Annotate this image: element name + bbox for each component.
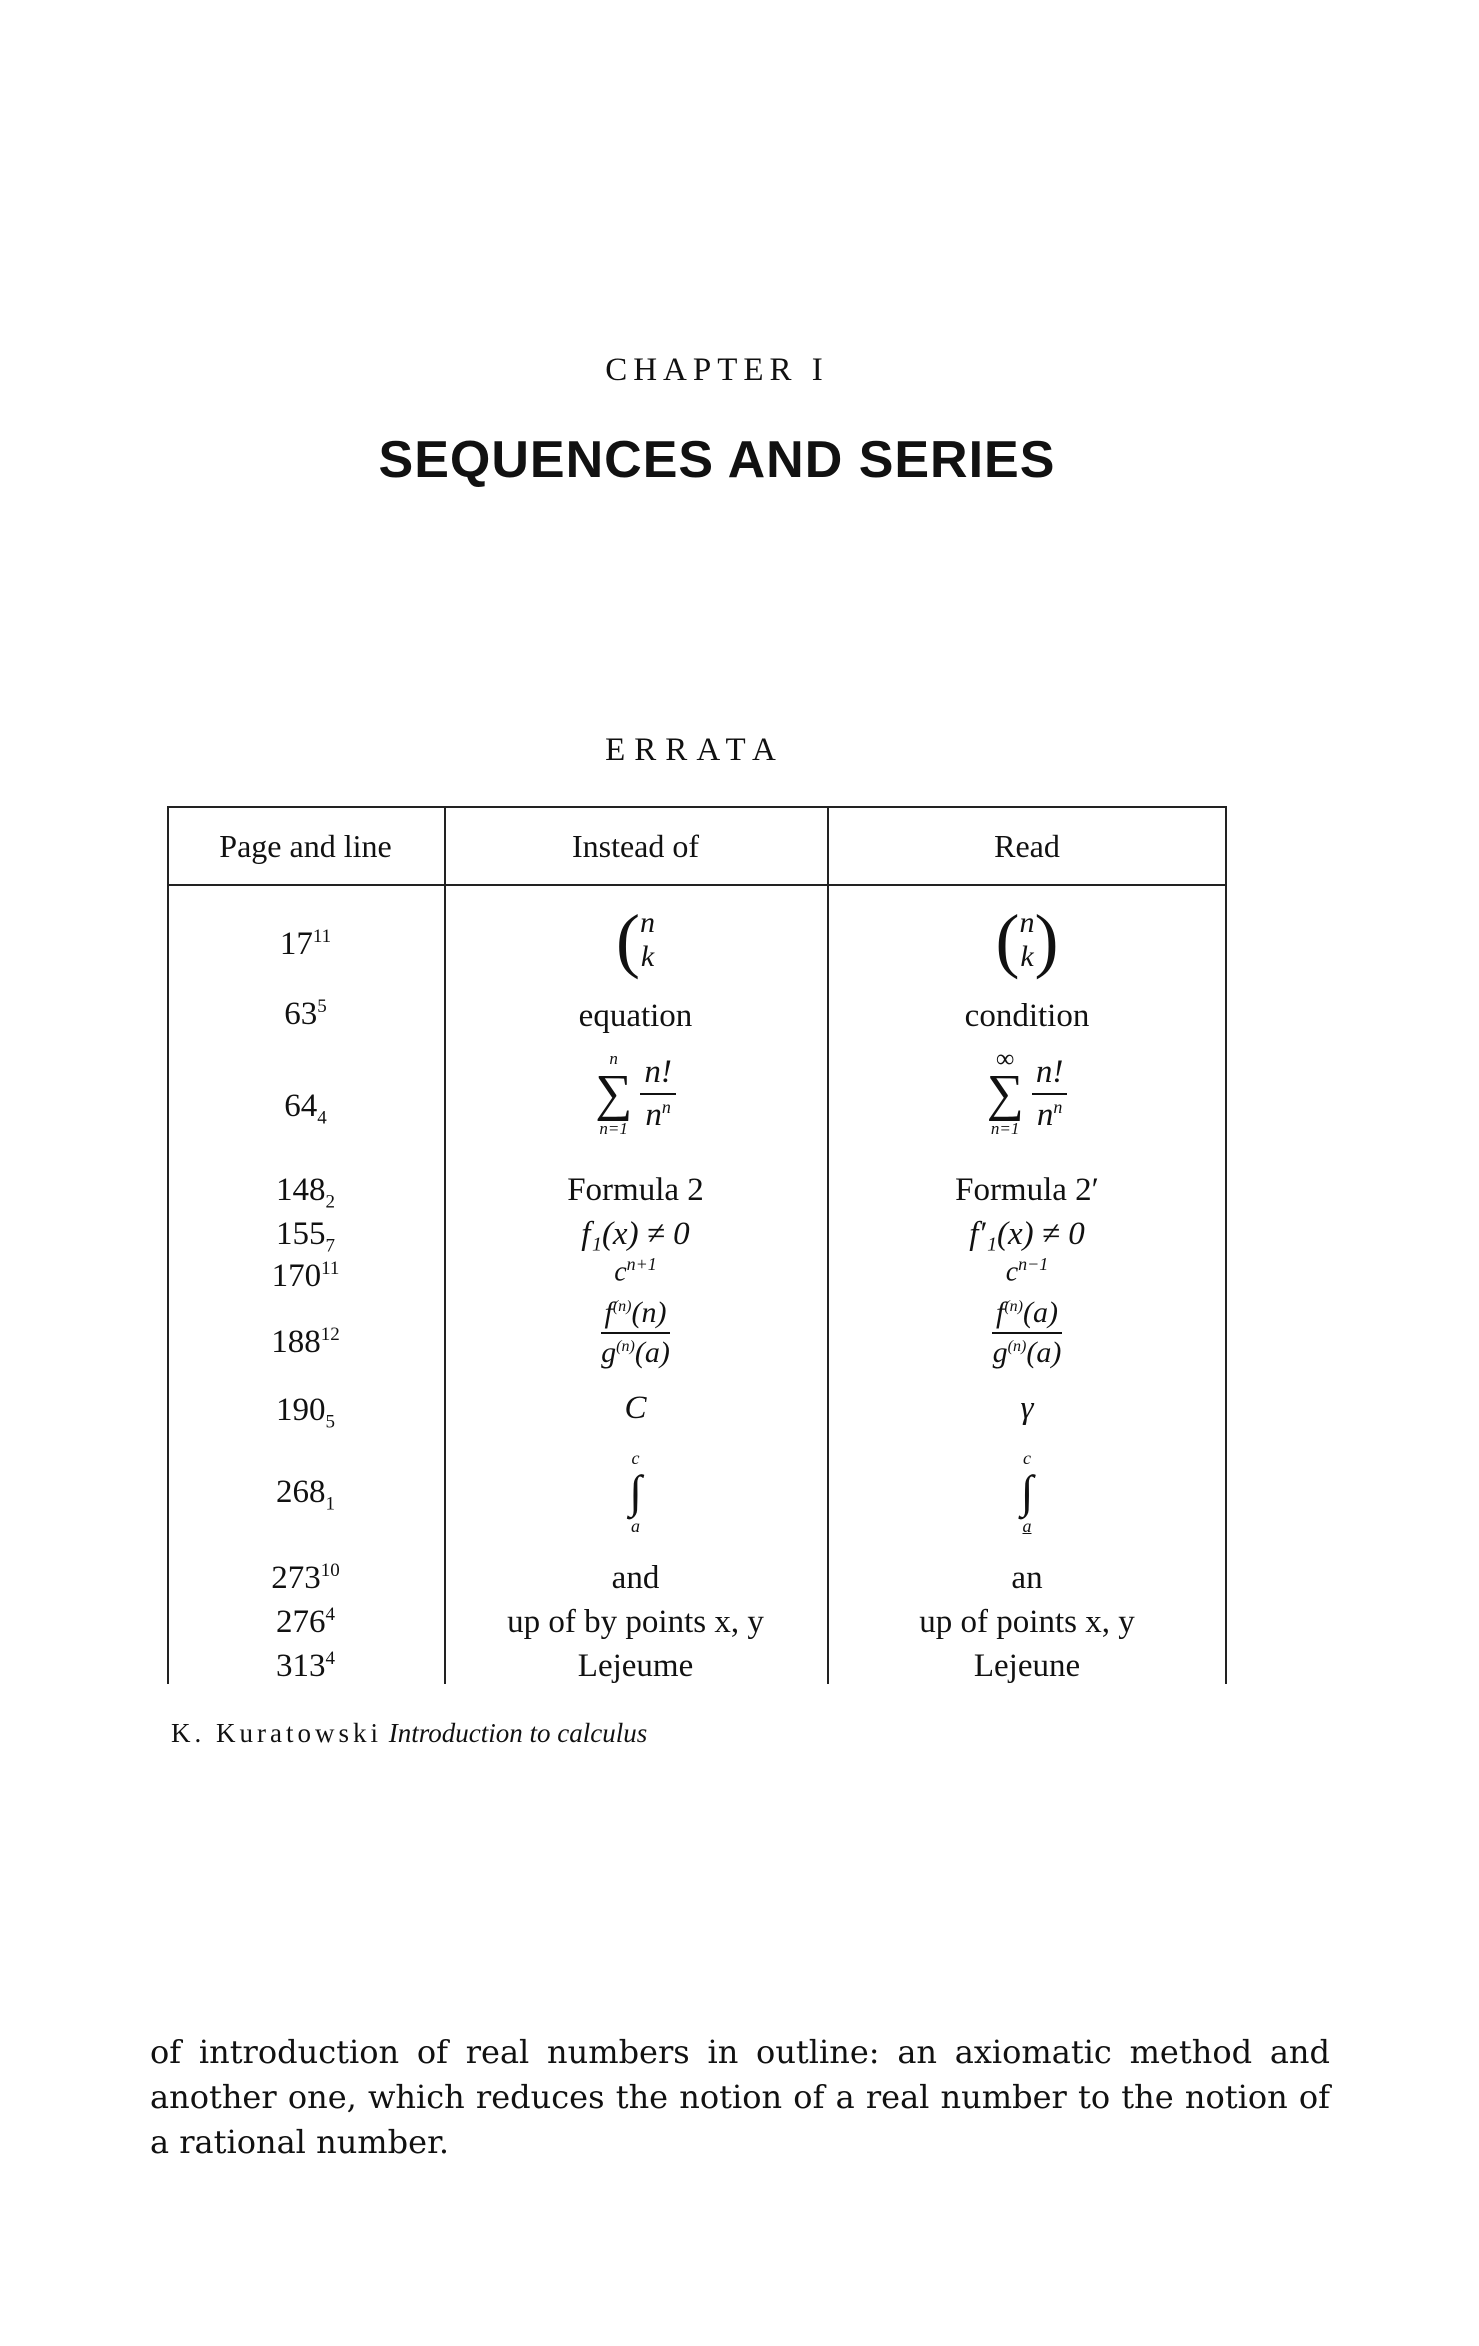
table-row-page: $268_1$ (276, 1474, 335, 1515)
table-row-read: ( n k ) (995, 900, 1059, 980)
table-row-read: up of points x, y (919, 1604, 1135, 1640)
table-row-instead: equation (578, 998, 693, 1034)
table-row-read: Lejeune (973, 1648, 1081, 1684)
errata-title: ERRATA (605, 732, 785, 768)
table-row-instead: n ∑ n=1 $\frac{n!}{n^n}$ (444, 1050, 827, 1138)
table-row-read: f′₁(x) ≠ 0 (969, 1216, 1085, 1252)
table-row-read: an (1011, 1560, 1043, 1596)
table-row-page: $155_7$ (276, 1216, 335, 1257)
table-row-read: condition (964, 998, 1090, 1034)
header-page-and-line: Page and line (219, 828, 392, 864)
table-header-rule (167, 884, 1227, 886)
table-row-read: γ (1020, 1390, 1034, 1426)
author-name: K. Kuratowski (171, 1718, 382, 1748)
table-row-page: $313^4$ (276, 1648, 335, 1684)
table-row-instead: and (611, 1560, 660, 1596)
table-row-instead: $\frac{f^{(n)}(n)}{g^{(n)}(a)}$ (601, 1296, 670, 1369)
table-row-instead: C (624, 1390, 647, 1426)
chapter-title: SEQUENCES AND SERIES (378, 431, 1056, 489)
header-read: Read (994, 828, 1060, 864)
table-row-read: Formula 2′ (955, 1172, 1099, 1208)
table-top-rule (167, 806, 1227, 808)
table-row-instead: Formula 2 (567, 1172, 704, 1208)
table-row-instead: f₁(x) ≠ 0 (581, 1216, 690, 1252)
table-row-page: $190_5$ (276, 1392, 335, 1433)
table-row-instead: Lejeume (577, 1648, 694, 1684)
errata-table (167, 806, 1227, 1684)
table-row-read: $\frac{f^{(n)}(a)}{g^{(n)}(a)}$ (992, 1296, 1062, 1369)
table-row-instead: up of by points x, y (507, 1604, 764, 1640)
body-paragraph: of introduction of real numbers in outline: an axiomatic method and another one, which reduces the notion of a real number to the notion of a rational number. (150, 2033, 1330, 2161)
table-row-instead: ( n k (616, 900, 655, 980)
table-row-page: $148_2$ (276, 1172, 335, 1213)
table-row-read: ∞ ∑ n=1 $\frac{n!}{n^n}$ (827, 1050, 1227, 1138)
header-instead-of: Instead of (571, 828, 700, 864)
errata-footer (171, 1718, 647, 1749)
table-row-page: $273^{10}$ (271, 1560, 340, 1596)
table-row-page: $276^4$ (276, 1604, 335, 1640)
table-row-page: $64_4$ (284, 1088, 327, 1129)
table-row-read: $c^{n-1}$ (1005, 1254, 1049, 1288)
table-row-instead: $c^{n+1}$ (614, 1254, 657, 1288)
table-row-page: $170^{11}$ (271, 1258, 340, 1294)
table-row-instead: c ∫ a (629, 1448, 642, 1536)
book-title: Introduction to calculus (388, 1718, 648, 1748)
chapter-label: CHAPTER I (605, 352, 829, 388)
table-row-page: $17^{11}$ (279, 926, 332, 962)
table-row-read: c ∫ a (1020, 1448, 1034, 1536)
table-row-page: $188^{12}$ (271, 1324, 340, 1360)
table-row-page: $63^5$ (284, 996, 327, 1032)
